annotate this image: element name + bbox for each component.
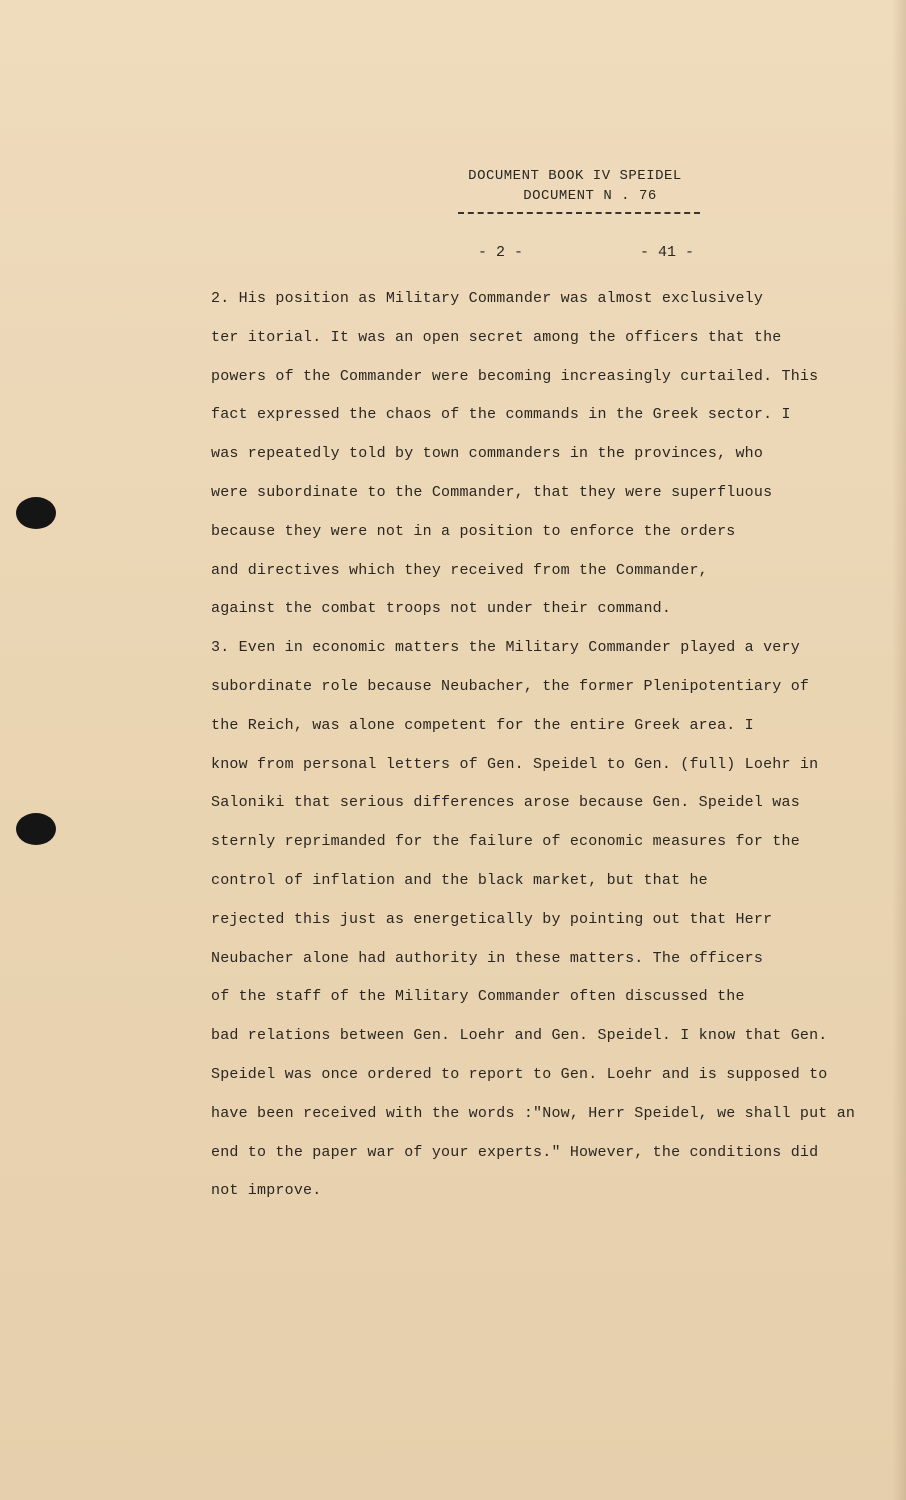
text-line: end to the paper war of your experts." However, the conditions did xyxy=(211,1143,819,1161)
text-line: control of inflation and the black market, but that he xyxy=(211,871,708,889)
text-line: 2. His position as Military Commander was almost exclusively xyxy=(211,290,764,307)
text-line: because they were not in a position to enforce the orders xyxy=(211,522,736,540)
text-line: have been received with the words :"Now, Herr Speidel, we shall put an xyxy=(211,1104,856,1122)
text-line: sternly reprimanded for the failure of economic measures for the xyxy=(211,833,800,851)
document-body xyxy=(211,280,881,1211)
document-header xyxy=(430,166,720,206)
text-line: Neubacher alone had authority in these matters. The officers xyxy=(211,949,764,967)
text-line: rejected this just as energetically by pointing out that Herr xyxy=(211,910,773,928)
header-divider xyxy=(458,212,700,214)
page-number-right: - 41 - xyxy=(640,244,695,261)
text-line: against the combat troops not under their command. xyxy=(211,600,672,618)
text-line: ter itorial. It was an open secret among the officers that the xyxy=(211,328,782,346)
text-line: bad relations between Gen. Loehr and Gen. Speidel. I know that Gen. xyxy=(211,1027,828,1045)
text-line: powers of the Commander were becoming increasingly curtailed. This xyxy=(211,367,819,385)
page-number-left: - 2 - xyxy=(478,244,524,261)
text-line: Saloniki that serious differences arose because Gen. Speidel was xyxy=(211,794,800,812)
text-line: the Reich, was alone competent for the entire Greek area. I xyxy=(211,716,754,734)
text-line: were subordinate to the Commander, that they were superfluous xyxy=(211,483,773,501)
text-line: not improve. xyxy=(211,1182,322,1200)
text-line: 3. Even in economic matters the Military Commander played a very xyxy=(211,639,800,657)
punch-hole xyxy=(16,813,56,845)
text-line: Speidel was once ordered to report to Gen. Loehr and is supposed to xyxy=(211,1065,828,1083)
text-line: fact expressed the chaos of the commands in the Greek sector. I xyxy=(211,406,791,424)
header-title-line1: DOCUMENT BOOK IV SPEIDEL xyxy=(468,168,682,184)
punch-hole xyxy=(16,497,56,529)
text-line: know from personal letters of Gen. Speidel to Gen. (full) Loehr in xyxy=(211,755,819,773)
text-line: and directives which they received from the Commander, xyxy=(211,561,708,579)
text-line: was repeatedly told by town commanders in the provinces, who xyxy=(211,445,764,463)
text-line: subordinate role because Neubacher, the former Plenipotentiary of xyxy=(211,677,810,695)
header-title-line2: DOCUMENT N . 76 xyxy=(523,188,657,204)
text-line: of the staff of the Military Commander often discussed the xyxy=(211,988,745,1006)
